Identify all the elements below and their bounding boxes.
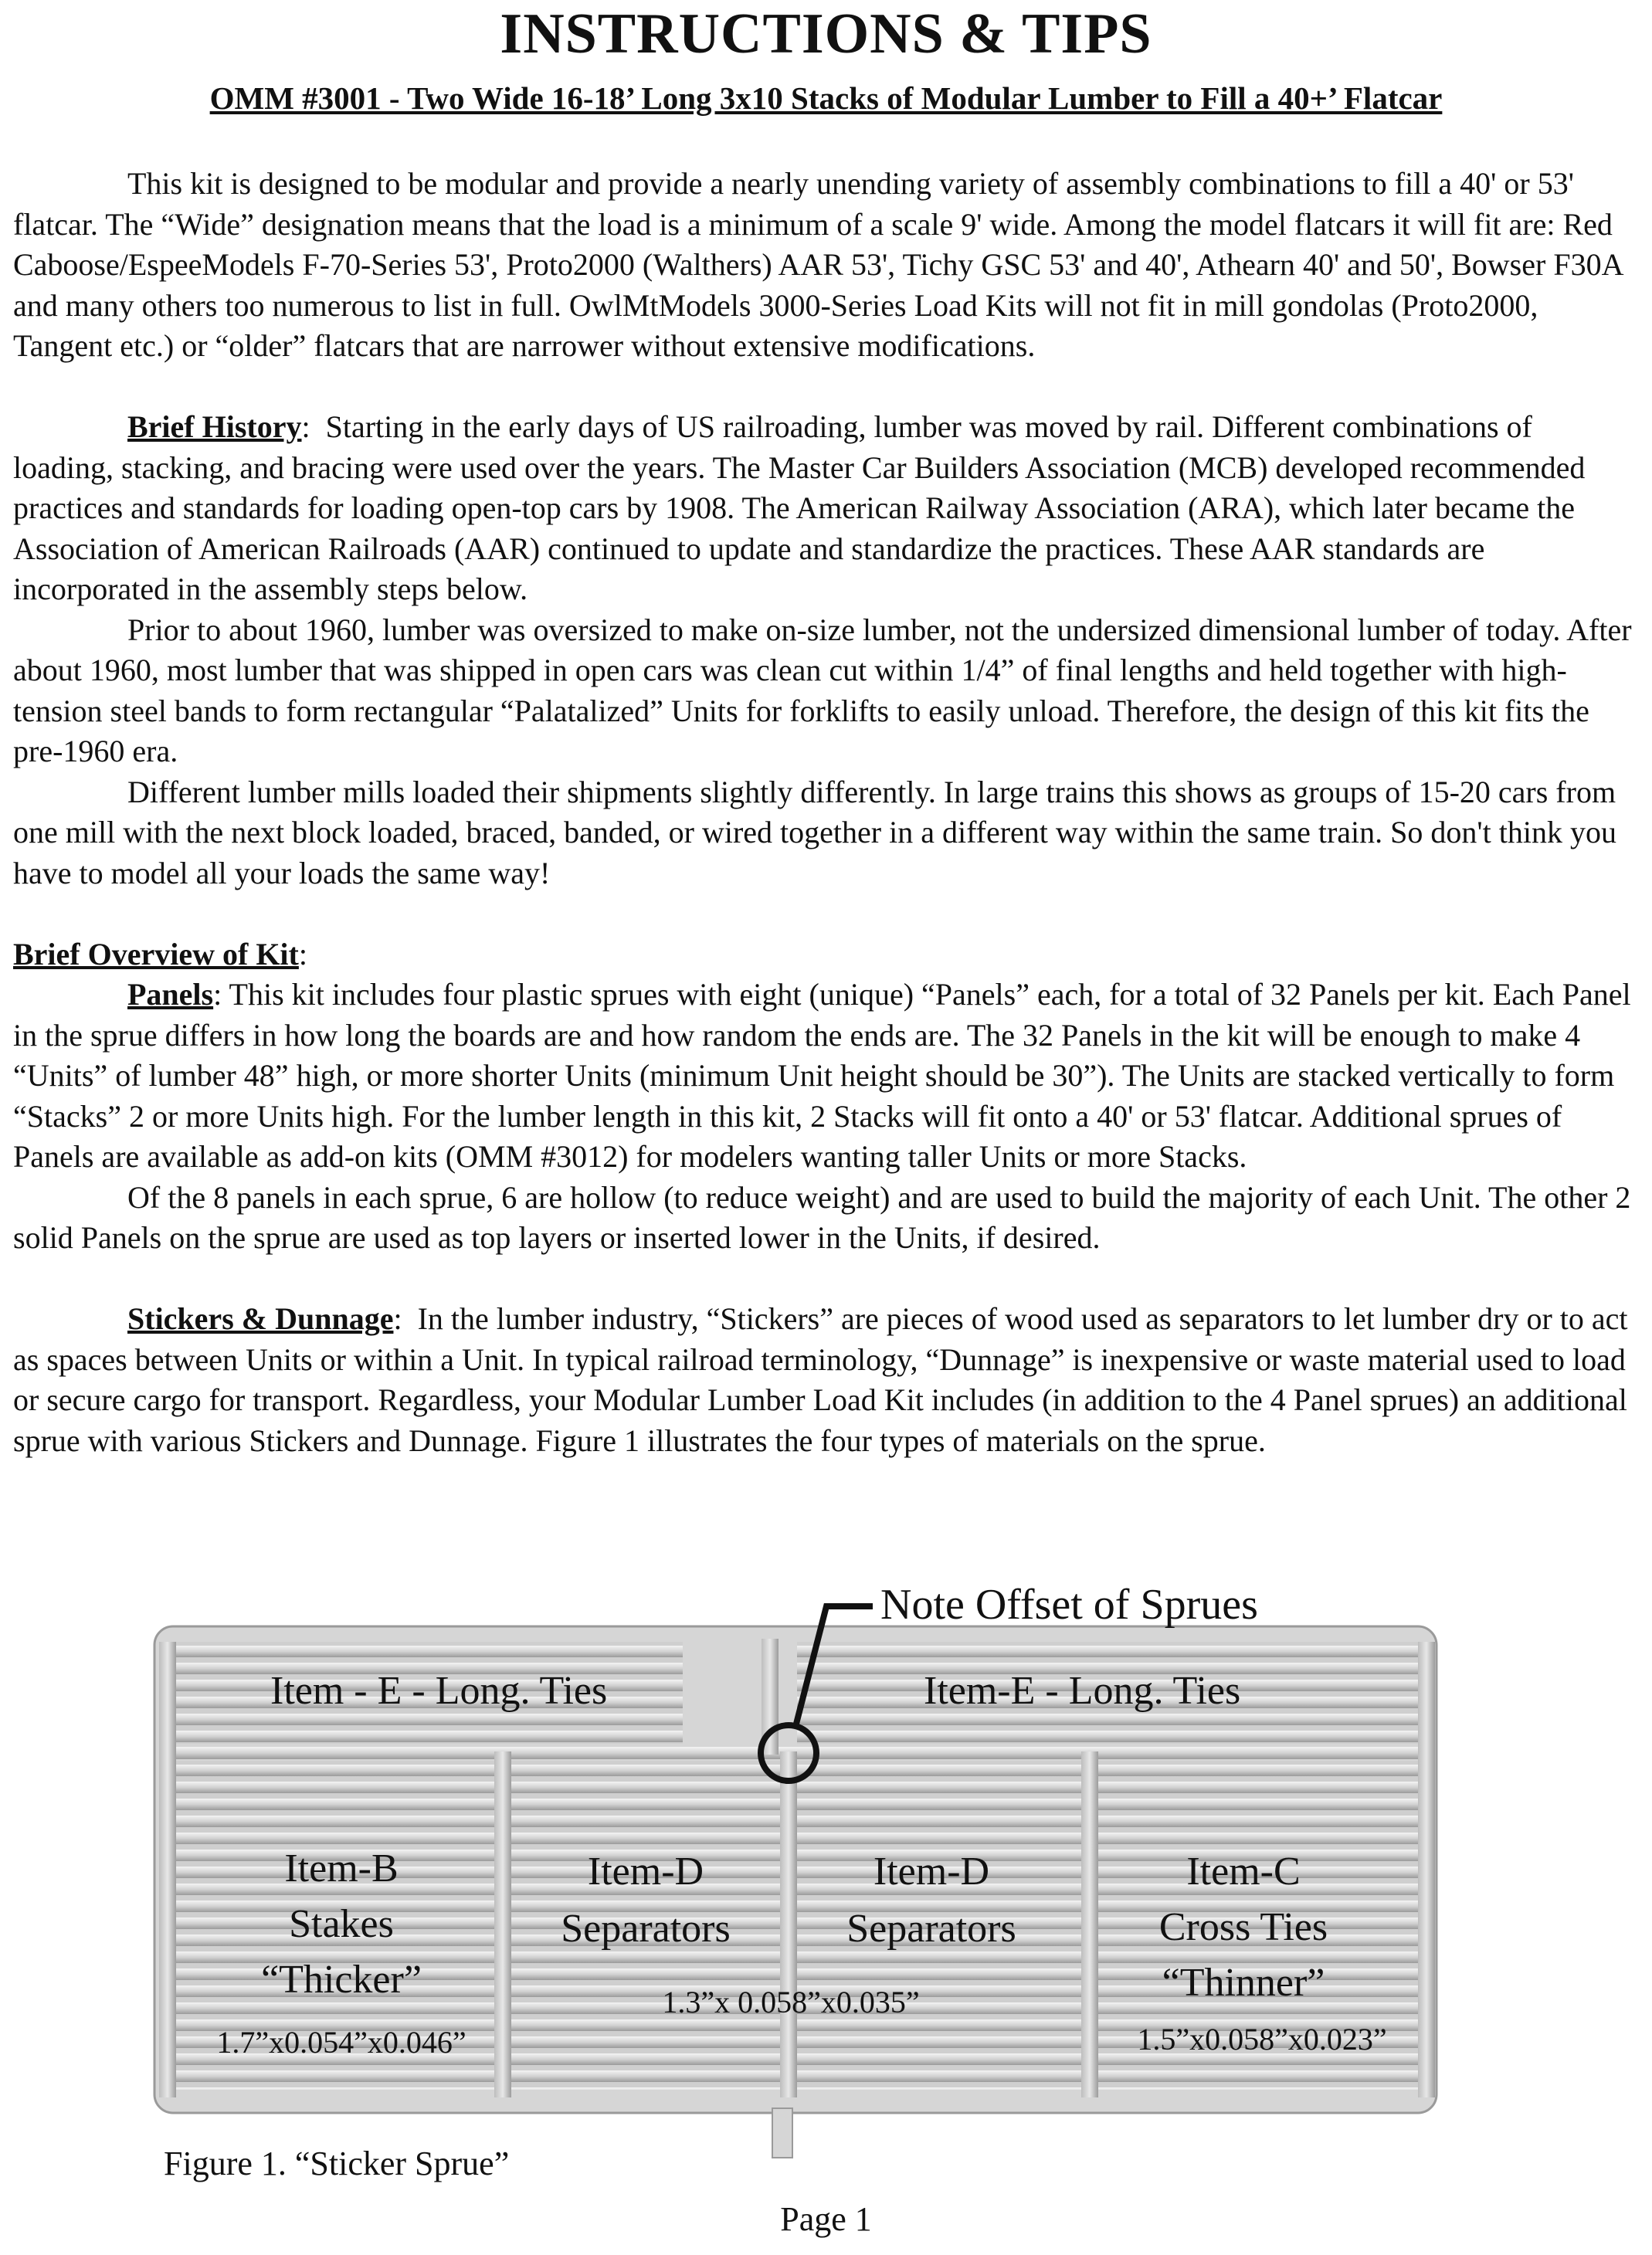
- right-rail: [1418, 1642, 1435, 2097]
- item-e-right-label: Item-E - Long. Ties: [924, 1669, 1241, 1713]
- item-d1-line2: Separators: [561, 1907, 731, 1951]
- overview-heading-line: Brief Overview of Kit:: [13, 936, 307, 972]
- rail-d-c: [1081, 1751, 1098, 2097]
- item-b-dims: 1.7”x0.054”x0.046”: [216, 2025, 466, 2060]
- stickers-text: In the lumber industry, “Stickers” are pieces of wood used as separators to let lumber dry or to act as spaces between Units or within a Unit. In typical railroad terminology, “Dunnage” is inexpensive or waste material used to load or secure cargo for transport. Regardless, your Modular Lumber Load Kit includes (in addition to the 4 Panel sprues) an additional sprue with various Stickers and Dunnage. Figure 1 illustrates the four types of materials on the sprue.: [13, 1301, 1628, 1458]
- figure-caption: Figure 1. “Sticker Sprue”: [164, 2145, 510, 2182]
- page-number: Page 1: [780, 2200, 872, 2238]
- stickers-heading: Stickers & Dunnage: [127, 1301, 394, 1336]
- stickers-paragraph: Stickers & Dunnage: In the lumber industry, “Stickers” are pieces of wood used as separators to let lumber dry or to act as spaces between Units or within a Unit. In typical railroad terminology, “Dunnage” is inexpensive or waste material used to load or secure cargo for transport. Regardless, your Modular Lumber Load Kit includes (in addition to the 4 Panel sprues) an additional sprue with various Stickers and Dunnage. Figure 1 illustrates the four types of materials on the sprue.: [13, 1301, 1628, 1458]
- history-paragraph-1: Brief History: Starting in the early days of US railroading, lumber was moved by rail. Different combinations of loading, stacking, and bracing were used over the years. The Master Car Builders Association (MCB) developed recommended practices and standards for loading open-top cars by 1908. The American Railway Association (ARA), which later became the Association of American Railroads (AAR) continued to update and standardize the practices. These AAR standards are incorporated in the assembly steps below.: [13, 409, 1586, 606]
- item-d2-line2: Separators: [846, 1907, 1016, 1951]
- page-title: INSTRUCTIONS & TIPS: [500, 2, 1152, 66]
- item-c-line3: “Thinner”: [1162, 1961, 1325, 2005]
- intro-paragraph: This kit is designed to be modular and provide a nearly unending variety of assembly combinations to fill a 40' or 53' flatcar. The “Wide” designation means that the load is a minimum of a scale 9' wide. Among the model flatcars it will fit are: Red Caboose/EspeeModels F-70-Series 53', Proto2000 (Walthers) AAR 53', Tichy GSC 53' and 40', Athearn 40' and 50', Bowser F30A and many others too numerous to list in full. OwlMtModels 3000-Series Load Kits will not fit in mill gondolas (Proto2000, Tangent etc.) or “older” flatcars that are narrower without extensive modifications.: [13, 166, 1623, 363]
- history-text-1: Starting in the early days of US railroading, lumber was moved by rail. Different combinations of loading, stacking, and bracing were used over the years. The Master Car Builders Association (MCB) developed recommended practices and standards for loading open-top cars by 1908. The American Railway Association (ARA), which later became the Association of American Railroads (AAR) continued to update and standardize the practices. These AAR standards are incorporated in the assembly steps below.: [13, 409, 1586, 606]
- item-c-line1: Item-C: [1186, 1850, 1301, 1894]
- left-rail: [159, 1642, 176, 2097]
- sticker-sprue-figure: [147, 1575, 1460, 2162]
- history-paragraph-3: Different lumber mills loaded their shipments slightly differently. In large trains this shows as groups of 15-20 cars from one mill with the next block loaded, braced, banded, or wired together in a different way within the same train. So don't think you have to model all your loads the same way!: [13, 774, 1616, 890]
- item-b-line2: Stakes: [289, 1902, 394, 1946]
- intro-section: [13, 164, 1639, 1461]
- history-paragraph-2: Prior to about 1960, lumber was oversized to make on-size lumber, not the undersized dimensional lumber of today. After about 1960, most lumber that was shipped in open cars was clean cut within 1/4” of final lengths and held together with high-tension steel bands to form rectangular “Palatalized” Units for forklifts to easily unload. Therefore, the design of this kit fits the pre-1960 era.: [13, 612, 1632, 768]
- history-heading: Brief History: [127, 409, 302, 444]
- rail-d-d: [780, 1751, 797, 2097]
- sprue-diagram: [147, 1575, 1460, 2162]
- sprue-gate: [772, 2108, 792, 2158]
- item-d2-line1: Item-D: [873, 1850, 990, 1894]
- item-d-dims: 1.3”x 0.058”x0.035”: [662, 1985, 920, 2019]
- panels-heading: Panels: [127, 977, 214, 1012]
- item-c-line2: Cross Ties: [1158, 1905, 1328, 1949]
- item-e-left-label: Item - E - Long. Ties: [270, 1669, 608, 1713]
- panels-paragraph-1: Panels: This kit includes four plastic sprues with eight (unique) “Panels” each, for a total of 32 Panels per kit. Each Panel in the sprue differs in how long the boards are and how random the ends are. The 32 Panels in the kit will be enough to make 4 “Units” of lumber 48” high, or more shorter Units (minimum Unit height should be 30”). The Units are stacked vertically to form “Stacks” 2 or more Units high. For the lumber length in this kit, 2 Stacks will fit onto a 40' or 53' flatcar. Additional sprues of Panels are available as add-on kits (OMM #3012) for modelers wanting taller Units or more Stacks.: [13, 977, 1631, 1174]
- page-subtitle: OMM #3001 - Two Wide 16-18’ Long 3x10 Stacks of Modular Lumber to Fill a 40+’ Flatcar: [209, 80, 1443, 116]
- item-d1-line1: Item-D: [587, 1850, 704, 1894]
- panels-paragraph-2: Of the 8 panels in each sprue, 6 are hollow (to reduce weight) and are used to build the majority of each Unit. The other 2 solid Panels on the sprue are used as top layers or inserted lower in the Units, if desired.: [13, 1179, 1631, 1255]
- item-c-dims: 1.5”x0.058”x0.023”: [1137, 2022, 1387, 2057]
- item-b-line1: Item-B: [284, 1846, 399, 1890]
- item-b-line3: “Thicker”: [261, 1958, 422, 2002]
- rail-b-d: [494, 1751, 511, 2097]
- overview-heading: Brief Overview of Kit: [13, 936, 299, 972]
- panels-text-1: This kit includes four plastic sprues with eight (unique) “Panels” each, for a total of 32 Panels per kit. Each Panel in the sprue differs in how long the boards are and how random the ends are. The 32 Panels in the kit will be enough to make 4 “Units” of lumber 48” high, or more shorter Units (minimum Unit height should be 30”). The Units are stacked vertically to form “Stacks” 2 or more Units high. For the lumber length in this kit, 2 Stacks will fit onto a 40' or 53' flatcar. Additional sprues of Panels are available as add-on kits (OMM #3012) for modelers wanting taller Units or more Stacks.: [13, 977, 1631, 1174]
- note-label: Note Offset of Sprues: [880, 1581, 1258, 1629]
